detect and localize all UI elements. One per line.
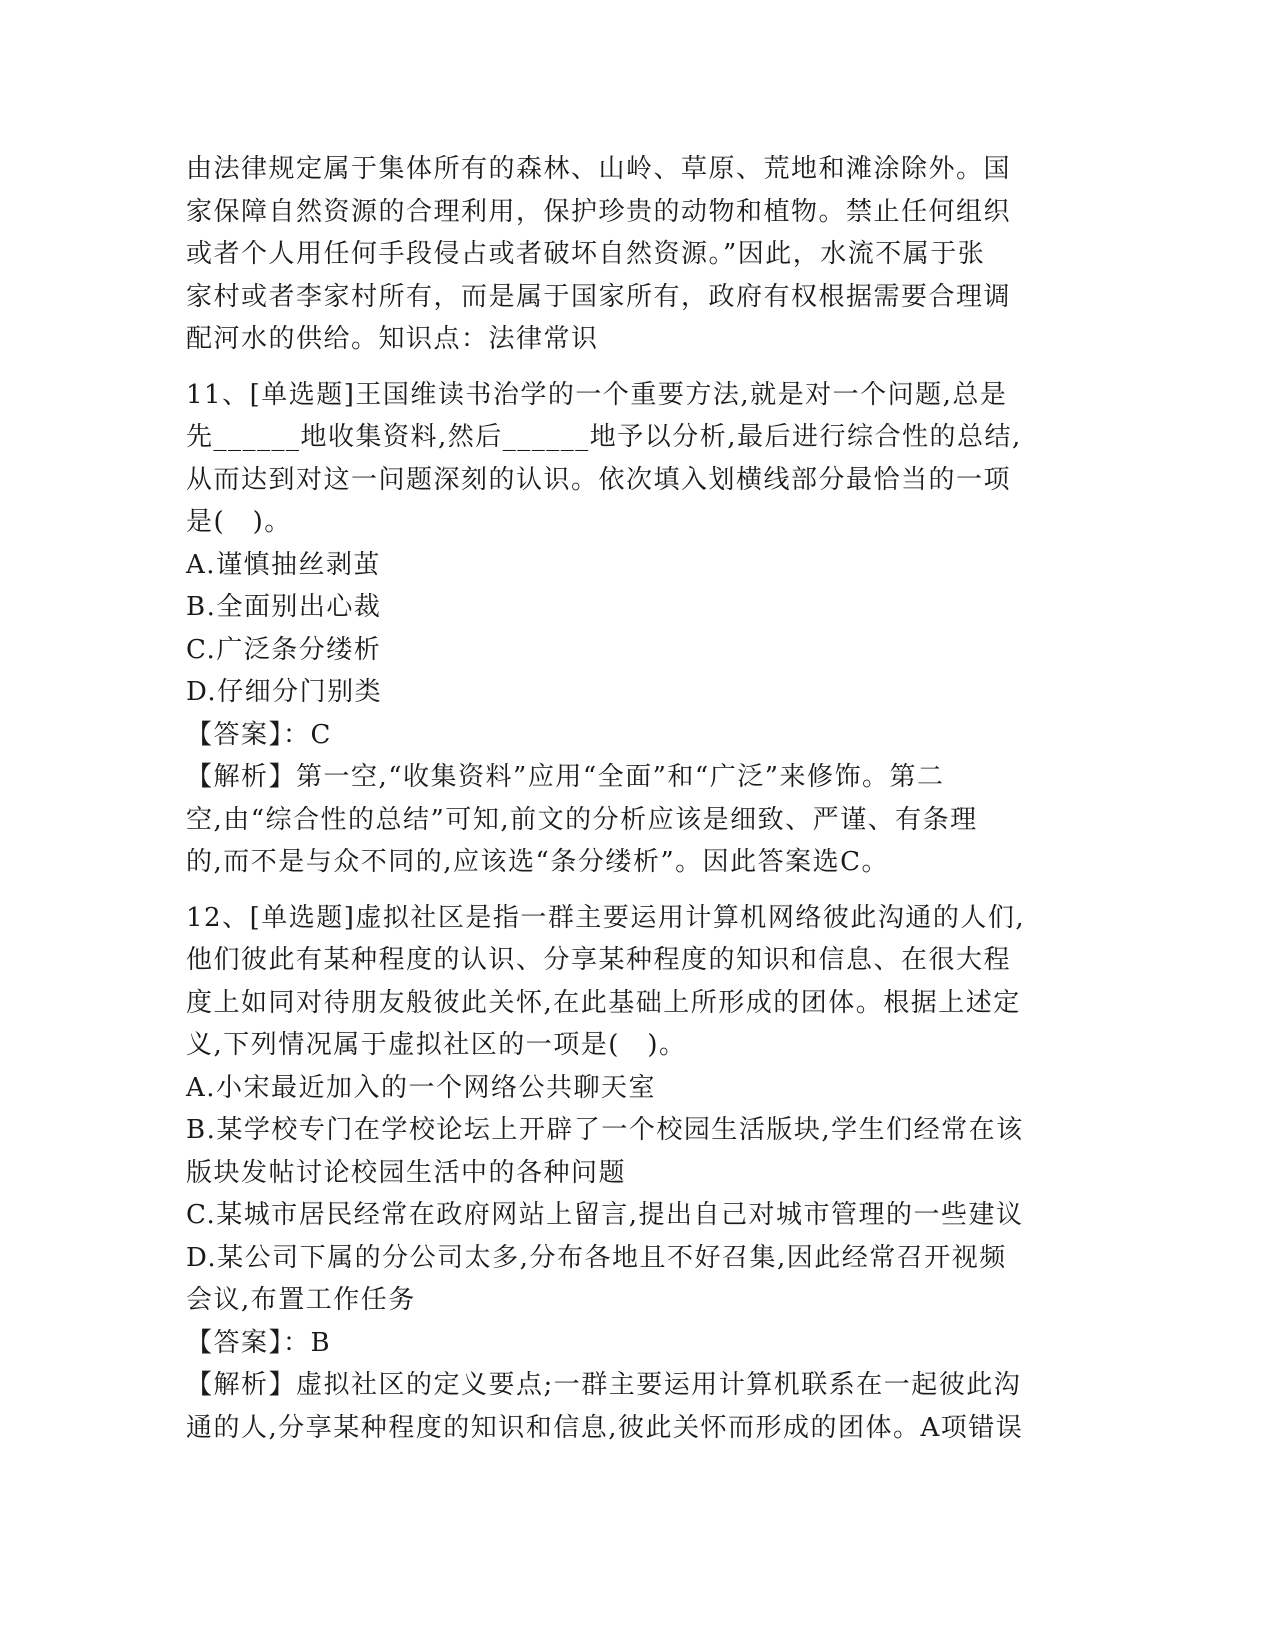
answer-line: 【答案】：C [186, 719, 332, 750]
question-stem-line: 他们彼此有某种程度的认识、分享某种程度的知识和信息、在很大程 [186, 945, 1012, 975]
question-stem-line: 12、[单选题]虚拟社区是指一群主要运用计算机网络彼此沟通的人们, [186, 902, 1026, 933]
question-stem-line: 是( )。 [186, 507, 292, 537]
option-d: D.某公司下属的分公司太多,分布各地且不好召集,因此经常召开视频 [186, 1242, 1007, 1273]
analysis-line: 【解析】第一空,“收集资料”应用“全面”和“广泛”来修饰。第二 [186, 762, 945, 792]
option-c: C.广泛条分缕析 [186, 634, 382, 665]
analysis-line: 空,由“综合性的总结”可知,前文的分析应该是细致、严谨、有条理 [186, 804, 978, 835]
question-stem-line: 度上如同对待朋友般彼此关怀,在此基础上所形成的团体。根据上述定 [186, 987, 1021, 1018]
option-b-continued: 版块发帖讨论校园生活中的各种问题 [186, 1157, 627, 1188]
option-d: D.仔细分门别类 [186, 677, 383, 707]
option-b: B.全面别出心裁 [186, 592, 382, 622]
question-12 [186, 897, 1086, 1450]
question-stem-line: 义,下列情况属于虚拟社区的一项是( )。 [186, 1030, 687, 1060]
option-a: A.谨慎抽丝剥茧 [186, 549, 382, 580]
answer-line: 【答案】：B [186, 1327, 332, 1358]
text-line: 配河水的供给。知识点：法律常识 [186, 324, 599, 354]
option-d-continued: 会议,布置工作任务 [186, 1285, 416, 1315]
option-a: A.小宋最近加入的一个网络公共聊天室 [186, 1072, 657, 1103]
option-b: B.某学校专门在学校论坛上开辟了一个校园生活版块,学生们经常在该 [186, 1115, 1024, 1145]
document-body [186, 148, 1086, 1449]
question-11 [186, 374, 1086, 884]
question-stem-line: 从而达到对这一问题深刻的认识。依次填入划横线部分最恰当的一项 [186, 464, 1012, 495]
analysis-line: 【解析】虚拟社区的定义要点;一群主要运用计算机联系在一起彼此沟 [186, 1370, 1022, 1400]
text-line: 由法律规定属于集体所有的森林、山岭、草原、荒地和滩涂除外。国 [186, 154, 1012, 184]
question-stem-line: 11、[单选题]王国维读书治学的一个重要方法,就是对一个问题,总是 [186, 379, 1008, 410]
option-c: C.某城市居民经常在政府网站上留言,提出自己对城市管理的一些建议 [186, 1200, 1024, 1230]
question-stem-line: 先______地收集资料,然后______地予以分析,最后进行综合性的总结, [186, 422, 1022, 452]
analysis-line: 的,而不是与众不同的,应该选“条分缕析”。因此答案选C。 [186, 847, 890, 877]
analysis-line: 通的人,分享某种程度的知识和信息,彼此关怀而形成的团体。A项错误 [186, 1412, 1024, 1443]
text-line: 或者个人用任何手段侵占或者破坏自然资源。”因此，水流不属于张 [186, 239, 986, 269]
text-line: 家村或者李家村所有，而是属于国家所有，政府有权根据需要合理调 [186, 281, 1012, 312]
text-line: 家保障自然资源的合理利用，保护珍贵的动物和植物。禁止任何组织 [186, 196, 1012, 227]
intro-paragraph [186, 148, 1086, 361]
